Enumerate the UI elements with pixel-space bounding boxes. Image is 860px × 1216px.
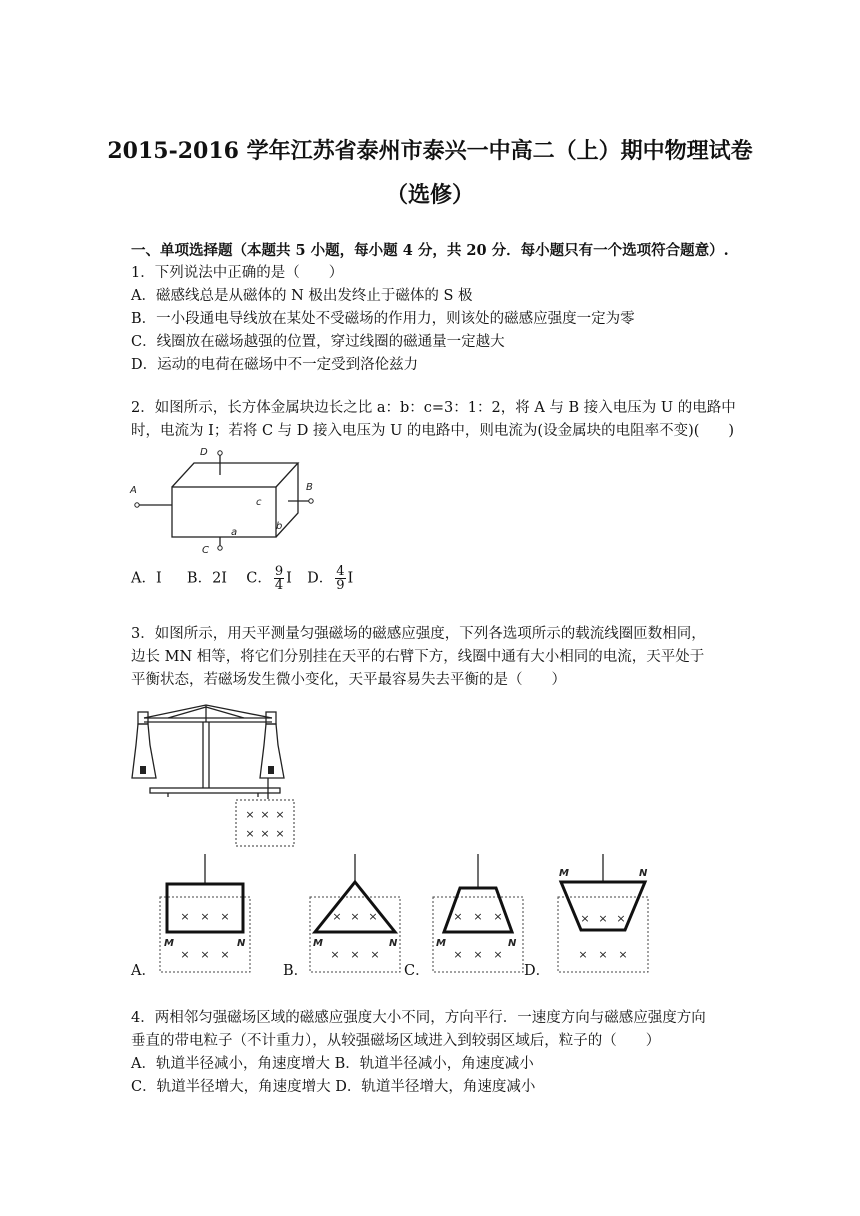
q2-label-b-terminal: B [306,482,313,493]
q3-option-a: A． [131,963,156,979]
q3-field-mark: × [493,948,503,961]
q2-option-c-unit: I [286,570,292,587]
q3-option-b-figure [305,852,405,977]
q3-option-c: C． [404,963,430,979]
q2-label-d-terminal: D [200,447,208,458]
q3-field-mark: × [616,912,626,925]
q3-field-mark: × [180,948,190,961]
q3-field-mark: × [200,948,210,961]
q3-field-mark: × [220,948,230,961]
q3-stem-line3: 平衡状态，若磁场发生微小变化，天平最容易失去平衡的是（ ） [131,672,566,688]
q1-option-a: A．磁感线总是从磁体的 N 极出发终止于磁体的 S 极 [131,288,473,304]
q3-stem-line1: 3．如图所示，用天平测量匀强磁场的磁感应强度，下列各选项所示的载流线圈匝数相同， [131,626,706,642]
page-subtitle: （选修） [385,182,474,208]
q3-field-mark: × [200,910,210,923]
q2-options [131,565,731,592]
q3-field-mark: × [580,912,590,925]
q3-label-n: N [508,938,517,949]
q3-field-mark: × [370,948,380,961]
q3-label-n: N [639,868,648,879]
q3-option-a-figure [155,852,255,977]
q1-option-d: D．运动的电荷在磁场中不一定受到洛伦兹力 [131,357,419,373]
q3-option-c-figure [428,852,528,977]
q3-label-m: M [164,938,174,949]
q4-stem-line1: 4．两相邻匀强磁场区域的磁感应强度大小不同，方向平行．一速度方向与磁感应强度方向 [131,1010,706,1026]
q3-field-mark: × [245,808,255,821]
q3-field-mark: × [332,910,342,923]
q3-field-mark: × [180,910,190,923]
q2-option-d-label: D． [307,570,334,587]
q4-options-line2: C．轨道半径增大，角速度增大 D．轨道半径增大，角速度减小 [131,1079,536,1095]
q1-stem: 1．下列说法中正确的是（ ） [131,265,344,281]
q2-option-d-denominator: 9 [336,578,345,593]
q3-field-mark: × [598,912,608,925]
section-heading: 一、单项选择题（本题共 5 小题，每小题 4 分，共 20 分．每小题只有一个选项符合题意）. [131,242,729,259]
q2-option-d-fraction [335,565,345,592]
q3-label-m: M [313,938,323,949]
q3-field-mark: × [578,948,588,961]
q3-label-m: M [436,938,446,949]
q3-field-mark: × [618,948,628,961]
q2-label-edge-b: b [276,521,283,532]
q2-label-c-terminal: C [202,545,209,556]
q3-field-mark: × [275,808,285,821]
q2-option-c-label: C． [246,570,272,587]
q2-stem-line1: 2．如图所示，长方体金属块边长之比 a：b：c=3：1：2，将 A 与 B 接入电压为 U 的电路中 [131,400,736,416]
q2-option-c-numerator: 9 [274,564,284,579]
q3-field-mark: × [453,910,463,923]
q1-option-b: B．一小段通电导线放在某处不受磁场的作用力，则该处的磁感应强度一定为零 [131,311,635,327]
q3-stem-line2: 边长 MN 相等，将它们分别挂在天平的右臂下方，线圈中通有大小相同的电流，天平处于 [131,649,705,665]
q3-field-mark: × [473,910,483,923]
q2-option-d-numerator: 4 [336,564,345,579]
q3-option-d: D． [524,963,551,979]
q2-stem-line2: 时，电流为 I；若将 C 与 D 接入电压为 U 的电路中，则电流为(设金属块的电阻率不变)( ) [131,423,735,439]
q3-field-mark: × [473,948,483,961]
q3-field-mark: × [260,808,270,821]
q1-option-c: C．线圈放在磁场越强的位置，穿过线圈的磁通量一定越大 [131,334,505,350]
q2-option-d-unit: I [347,570,354,587]
q2-option-b: B．2I [186,570,228,587]
q3-label-m: M [559,868,569,879]
q3-field-mark: × [245,827,255,840]
q3-field-mark: × [350,910,360,923]
q3-field-mark: × [260,827,270,840]
q3-option-d-figure [553,852,653,977]
q3-balance-figure [128,700,303,850]
q2-figure-metal-block [128,443,328,563]
q2-label-edge-c: c [256,497,262,508]
q2-label-a-terminal: A [130,485,137,496]
q3-field-mark: × [350,948,360,961]
q3-field-mark: × [275,827,285,840]
q2-label-edge-a: a [231,527,238,538]
q3-label-n: N [237,938,246,949]
q3-option-b: B． [283,963,309,979]
q4-options-line1: A．轨道半径减小，角速度增大 B．轨道半径减小，角速度减小 [131,1056,534,1072]
q3-field-mark: × [368,910,378,923]
q3-field-mark: × [330,948,340,961]
q3-field-mark: × [598,948,608,961]
page-title: 2015-2016 学年江苏省泰州市泰兴一中高二（上）期中物理试卷 [107,138,753,164]
q2-option-a: A．I [131,570,162,587]
q3-label-n: N [389,938,398,949]
q2-option-c-fraction [274,565,284,592]
q2-option-c-denominator: 4 [274,578,284,593]
q4-stem-line2: 垂直的带电粒子（不计重力），从较强磁场区域进入到较弱区域后，粒子的（ ） [131,1033,661,1049]
q3-field-mark: × [493,910,503,923]
q3-field-mark: × [220,910,230,923]
q3-field-mark: × [453,948,463,961]
